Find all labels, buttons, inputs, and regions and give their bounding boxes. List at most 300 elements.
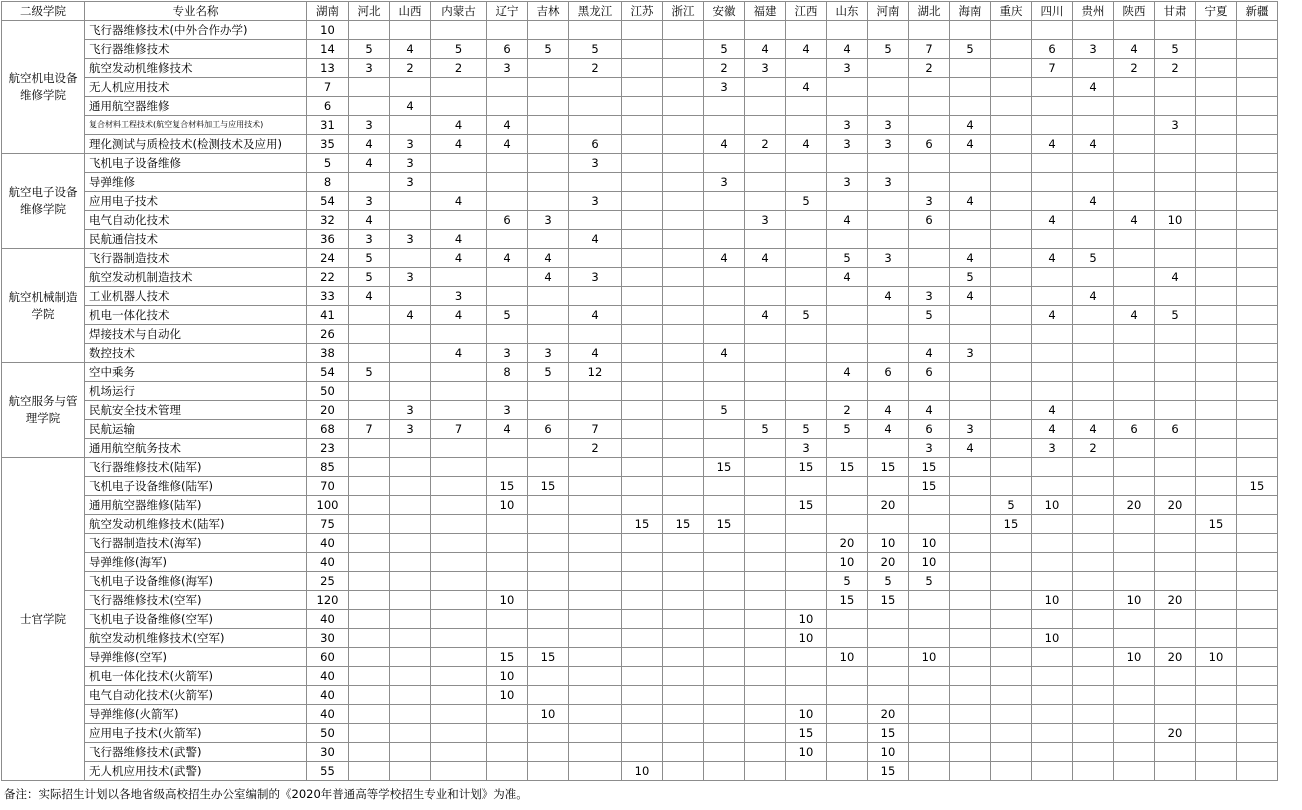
quota-cell: [1073, 648, 1114, 667]
quota-cell: 6: [909, 211, 950, 230]
quota-cell: [569, 610, 622, 629]
quota-cell: [1073, 629, 1114, 648]
quota-cell: [390, 667, 431, 686]
quota-cell: [991, 667, 1032, 686]
quota-cell: [909, 515, 950, 534]
quota-cell: [1196, 591, 1237, 610]
quota-cell: 75: [307, 515, 349, 534]
quota-cell: 3: [704, 78, 745, 97]
quota-cell: [1114, 667, 1155, 686]
quota-cell: 15: [868, 724, 909, 743]
quota-cell: [704, 306, 745, 325]
quota-cell: [1032, 154, 1073, 173]
quota-cell: [622, 401, 663, 420]
quota-cell: [1073, 477, 1114, 496]
quota-cell: 2: [745, 135, 786, 154]
quota-cell: [487, 724, 528, 743]
quota-cell: [487, 21, 528, 40]
quota-cell: [528, 572, 569, 591]
quota-cell: [868, 59, 909, 78]
quota-cell: [1237, 382, 1278, 401]
quota-cell: 3: [390, 135, 431, 154]
quota-cell: 20: [1155, 724, 1196, 743]
quota-cell: [1114, 686, 1155, 705]
major-cell: 应用电子技术(火箭军): [85, 724, 307, 743]
quota-cell: [745, 154, 786, 173]
quota-cell: 8: [487, 363, 528, 382]
quota-cell: [909, 724, 950, 743]
quota-cell: 3: [950, 420, 991, 439]
quota-cell: [431, 667, 487, 686]
quota-cell: [1237, 21, 1278, 40]
quota-cell: [528, 534, 569, 553]
quota-cell: [622, 610, 663, 629]
quota-cell: [1237, 363, 1278, 382]
quota-cell: [909, 268, 950, 287]
quota-cell: [663, 382, 704, 401]
quota-cell: [622, 249, 663, 268]
quota-cell: [745, 344, 786, 363]
quota-cell: [1155, 515, 1196, 534]
quota-cell: [991, 363, 1032, 382]
quota-cell: [663, 154, 704, 173]
quota-cell: 4: [487, 420, 528, 439]
quota-cell: [1073, 515, 1114, 534]
quota-cell: [704, 382, 745, 401]
quota-cell: [1114, 762, 1155, 781]
quota-cell: [1114, 154, 1155, 173]
quota-cell: 4: [868, 287, 909, 306]
quota-cell: 4: [1155, 268, 1196, 287]
quota-cell: [569, 705, 622, 724]
quota-cell: [1114, 344, 1155, 363]
quota-cell: [528, 610, 569, 629]
quota-cell: 5: [1155, 306, 1196, 325]
quota-cell: [622, 477, 663, 496]
quota-cell: [622, 382, 663, 401]
quota-cell: 22: [307, 268, 349, 287]
quota-cell: 3: [390, 173, 431, 192]
quota-cell: [745, 515, 786, 534]
major-cell: 机电一体化技术: [85, 306, 307, 325]
quota-cell: [827, 705, 868, 724]
quota-cell: [349, 705, 390, 724]
quota-cell: [909, 249, 950, 268]
quota-cell: [622, 192, 663, 211]
quota-cell: [390, 363, 431, 382]
quota-cell: [1032, 686, 1073, 705]
quota-cell: [622, 287, 663, 306]
quota-cell: 10: [1155, 211, 1196, 230]
quota-cell: [704, 439, 745, 458]
quota-cell: [431, 21, 487, 40]
quota-cell: [991, 173, 1032, 192]
quota-cell: [950, 686, 991, 705]
quota-cell: [868, 268, 909, 287]
quota-cell: [622, 59, 663, 78]
quota-cell: 5: [704, 401, 745, 420]
quota-cell: [622, 534, 663, 553]
major-cell: 通用航空器维修(陆军): [85, 496, 307, 515]
quota-cell: [991, 40, 1032, 59]
quota-cell: [1073, 705, 1114, 724]
quota-cell: [1196, 192, 1237, 211]
major-cell: 民航安全技术管理: [85, 401, 307, 420]
quota-cell: [349, 648, 390, 667]
quota-cell: [1032, 21, 1073, 40]
quota-cell: 50: [307, 724, 349, 743]
quota-cell: [1237, 401, 1278, 420]
header-college: 二级学院: [2, 2, 85, 21]
quota-cell: [1114, 553, 1155, 572]
quota-cell: [431, 382, 487, 401]
table-row: [2, 344, 1278, 363]
quota-cell: [1237, 268, 1278, 287]
quota-cell: [431, 553, 487, 572]
quota-cell: [528, 287, 569, 306]
quota-cell: [1032, 382, 1073, 401]
quota-cell: 3: [786, 439, 827, 458]
table-row: [2, 135, 1278, 154]
quota-cell: [745, 648, 786, 667]
quota-cell: 4: [1032, 401, 1073, 420]
header-province: 新疆: [1237, 2, 1278, 21]
quota-cell: [991, 572, 1032, 591]
quota-cell: [569, 21, 622, 40]
quota-cell: [1114, 116, 1155, 135]
quota-cell: [786, 268, 827, 287]
table-row: [2, 306, 1278, 325]
quota-cell: 5: [827, 420, 868, 439]
quota-cell: 10: [868, 534, 909, 553]
quota-cell: [1073, 762, 1114, 781]
quota-cell: 15: [868, 458, 909, 477]
header-province: 湖北: [909, 2, 950, 21]
table-row: [2, 762, 1278, 781]
quota-cell: [622, 724, 663, 743]
major-cell: 数控技术: [85, 344, 307, 363]
quota-cell: [1196, 230, 1237, 249]
quota-cell: [1073, 173, 1114, 192]
quota-cell: [622, 116, 663, 135]
quota-cell: [487, 287, 528, 306]
quota-cell: [909, 230, 950, 249]
quota-cell: [827, 344, 868, 363]
quota-cell: [431, 325, 487, 344]
quota-cell: [1155, 97, 1196, 116]
quota-cell: [1237, 306, 1278, 325]
quota-cell: [1073, 610, 1114, 629]
header-province: 安徽: [704, 2, 745, 21]
quota-cell: [1032, 173, 1073, 192]
quota-cell: [1237, 762, 1278, 781]
quota-cell: [868, 306, 909, 325]
quota-cell: [431, 97, 487, 116]
quota-cell: [569, 686, 622, 705]
quota-cell: [663, 40, 704, 59]
quota-cell: 3: [868, 173, 909, 192]
quota-cell: [868, 21, 909, 40]
quota-cell: [1237, 743, 1278, 762]
quota-cell: [390, 553, 431, 572]
quota-cell: [390, 192, 431, 211]
header-province: 甘肃: [1155, 2, 1196, 21]
quota-cell: [1155, 686, 1196, 705]
quota-cell: [1155, 534, 1196, 553]
quota-cell: 4: [1114, 40, 1155, 59]
quota-cell: 4: [786, 40, 827, 59]
quota-cell: [1196, 496, 1237, 515]
quota-cell: [1155, 572, 1196, 591]
quota-cell: [950, 458, 991, 477]
quota-cell: 5: [704, 40, 745, 59]
quota-cell: 15: [528, 648, 569, 667]
quota-cell: [704, 363, 745, 382]
quota-cell: 3: [827, 59, 868, 78]
quota-cell: [528, 154, 569, 173]
quota-cell: [390, 515, 431, 534]
quota-cell: 4: [431, 135, 487, 154]
quota-cell: [1155, 553, 1196, 572]
quota-cell: 120: [307, 591, 349, 610]
quota-cell: [1196, 667, 1237, 686]
quota-cell: [487, 154, 528, 173]
quota-cell: [827, 515, 868, 534]
table-row: [2, 610, 1278, 629]
quota-cell: 20: [307, 401, 349, 420]
quota-cell: [1155, 344, 1196, 363]
quota-cell: 55: [307, 762, 349, 781]
quota-cell: [1032, 268, 1073, 287]
quota-cell: [390, 724, 431, 743]
quota-cell: [622, 344, 663, 363]
quota-cell: [1155, 458, 1196, 477]
quota-cell: 10: [487, 667, 528, 686]
quota-cell: 3: [827, 173, 868, 192]
quota-cell: 15: [487, 477, 528, 496]
quota-cell: [528, 743, 569, 762]
quota-cell: [1073, 306, 1114, 325]
quota-cell: 4: [349, 287, 390, 306]
quota-cell: 40: [307, 534, 349, 553]
quota-cell: [1073, 268, 1114, 287]
quota-cell: [349, 97, 390, 116]
quota-cell: [827, 667, 868, 686]
quota-cell: 3: [569, 154, 622, 173]
quota-cell: 4: [569, 230, 622, 249]
quota-cell: 40: [307, 553, 349, 572]
quota-cell: [1114, 477, 1155, 496]
quota-cell: 20: [1155, 496, 1196, 515]
quota-cell: 4: [704, 135, 745, 154]
quota-cell: 5: [528, 40, 569, 59]
quota-cell: 4: [390, 40, 431, 59]
quota-cell: [622, 667, 663, 686]
quota-cell: [991, 21, 1032, 40]
quota-cell: [786, 116, 827, 135]
quota-cell: 5: [349, 363, 390, 382]
quota-cell: 3: [487, 344, 528, 363]
quota-cell: [1073, 686, 1114, 705]
quota-cell: [663, 591, 704, 610]
header-province: 山东: [827, 2, 868, 21]
quota-cell: [390, 591, 431, 610]
quota-cell: [663, 496, 704, 515]
quota-cell: [1196, 686, 1237, 705]
major-cell: 通用航空器维修: [85, 97, 307, 116]
quota-cell: [390, 439, 431, 458]
quota-cell: [745, 173, 786, 192]
table-row: [2, 192, 1278, 211]
quota-cell: 3: [569, 268, 622, 287]
quota-cell: 6: [487, 40, 528, 59]
quota-cell: [1073, 363, 1114, 382]
quota-cell: [390, 458, 431, 477]
quota-cell: 4: [745, 249, 786, 268]
quota-cell: 15: [786, 458, 827, 477]
quota-cell: 4: [1114, 306, 1155, 325]
quota-cell: [909, 496, 950, 515]
quota-cell: [663, 401, 704, 420]
quota-cell: [704, 477, 745, 496]
major-cell: 应用电子技术: [85, 192, 307, 211]
quota-cell: [1196, 97, 1237, 116]
quota-cell: 6: [1032, 40, 1073, 59]
quota-cell: [1237, 40, 1278, 59]
quota-cell: [786, 686, 827, 705]
table-row: [2, 230, 1278, 249]
quota-cell: [1073, 21, 1114, 40]
quota-cell: [1114, 78, 1155, 97]
quota-cell: [827, 306, 868, 325]
quota-cell: [1196, 344, 1237, 363]
quota-cell: [745, 325, 786, 344]
quota-cell: 10: [487, 496, 528, 515]
quota-cell: [663, 211, 704, 230]
quota-cell: [569, 325, 622, 344]
quota-cell: [827, 192, 868, 211]
quota-cell: [827, 230, 868, 249]
quota-cell: [1155, 401, 1196, 420]
quota-cell: [827, 686, 868, 705]
quota-cell: [1032, 610, 1073, 629]
quota-cell: [390, 21, 431, 40]
quota-cell: [1032, 97, 1073, 116]
quota-cell: [663, 534, 704, 553]
quota-cell: [528, 97, 569, 116]
table-row: [2, 287, 1278, 306]
quota-cell: [786, 21, 827, 40]
quota-cell: [1032, 743, 1073, 762]
quota-cell: [827, 743, 868, 762]
quota-cell: [390, 610, 431, 629]
quota-cell: [909, 154, 950, 173]
quota-cell: [745, 192, 786, 211]
header-province: 河北: [349, 2, 390, 21]
major-cell: 飞行器维修技术: [85, 40, 307, 59]
quota-cell: [991, 610, 1032, 629]
quota-cell: 4: [950, 439, 991, 458]
quota-cell: 20: [868, 496, 909, 515]
quota-cell: [827, 78, 868, 97]
quota-cell: [431, 591, 487, 610]
quota-cell: [991, 648, 1032, 667]
table-row: [2, 553, 1278, 572]
quota-cell: [1237, 287, 1278, 306]
quota-cell: [663, 629, 704, 648]
quota-cell: [786, 211, 827, 230]
quota-cell: 4: [390, 306, 431, 325]
quota-cell: [909, 591, 950, 610]
major-cell: 飞机电子设备维修(海军): [85, 572, 307, 591]
quota-cell: [1155, 78, 1196, 97]
quota-cell: [622, 591, 663, 610]
quota-cell: [991, 477, 1032, 496]
college-cell: 航空服务与管理学院: [2, 363, 85, 458]
quota-cell: [663, 268, 704, 287]
quota-cell: [569, 458, 622, 477]
quota-cell: [745, 78, 786, 97]
quota-cell: [1114, 743, 1155, 762]
table-row: [2, 59, 1278, 78]
quota-cell: [528, 667, 569, 686]
quota-cell: [431, 173, 487, 192]
quota-cell: 15: [487, 648, 528, 667]
quota-cell: [745, 724, 786, 743]
quota-cell: [704, 610, 745, 629]
quota-cell: 4: [349, 154, 390, 173]
quota-cell: 3: [349, 192, 390, 211]
quota-cell: [1032, 230, 1073, 249]
quota-cell: 5: [786, 306, 827, 325]
quota-cell: 5: [909, 572, 950, 591]
quota-cell: [1114, 724, 1155, 743]
quota-cell: 5: [827, 572, 868, 591]
quota-cell: 5: [868, 572, 909, 591]
quota-cell: [1114, 97, 1155, 116]
quota-cell: [1032, 325, 1073, 344]
header-province: 湖南: [307, 2, 349, 21]
quota-cell: [991, 401, 1032, 420]
header-province: 福建: [745, 2, 786, 21]
quota-cell: 4: [349, 211, 390, 230]
quota-cell: [827, 154, 868, 173]
quota-cell: [786, 344, 827, 363]
enrollment-plan-sheet: [1, 1, 1278, 781]
quota-cell: [1114, 230, 1155, 249]
quota-cell: [991, 629, 1032, 648]
quota-cell: [909, 21, 950, 40]
quota-cell: [390, 325, 431, 344]
quota-cell: 4: [1032, 249, 1073, 268]
quota-cell: 7: [431, 420, 487, 439]
quota-cell: [349, 401, 390, 420]
quota-cell: [349, 173, 390, 192]
quota-cell: 4: [950, 135, 991, 154]
quota-cell: [1237, 211, 1278, 230]
quota-cell: 20: [1114, 496, 1155, 515]
quota-cell: [569, 534, 622, 553]
quota-cell: [349, 477, 390, 496]
quota-cell: [528, 78, 569, 97]
quota-cell: 10: [827, 553, 868, 572]
header-province: 重庆: [991, 2, 1032, 21]
quota-cell: 60: [307, 648, 349, 667]
quota-cell: [704, 268, 745, 287]
quota-cell: [349, 458, 390, 477]
quota-cell: [1237, 116, 1278, 135]
quota-cell: 40: [307, 686, 349, 705]
